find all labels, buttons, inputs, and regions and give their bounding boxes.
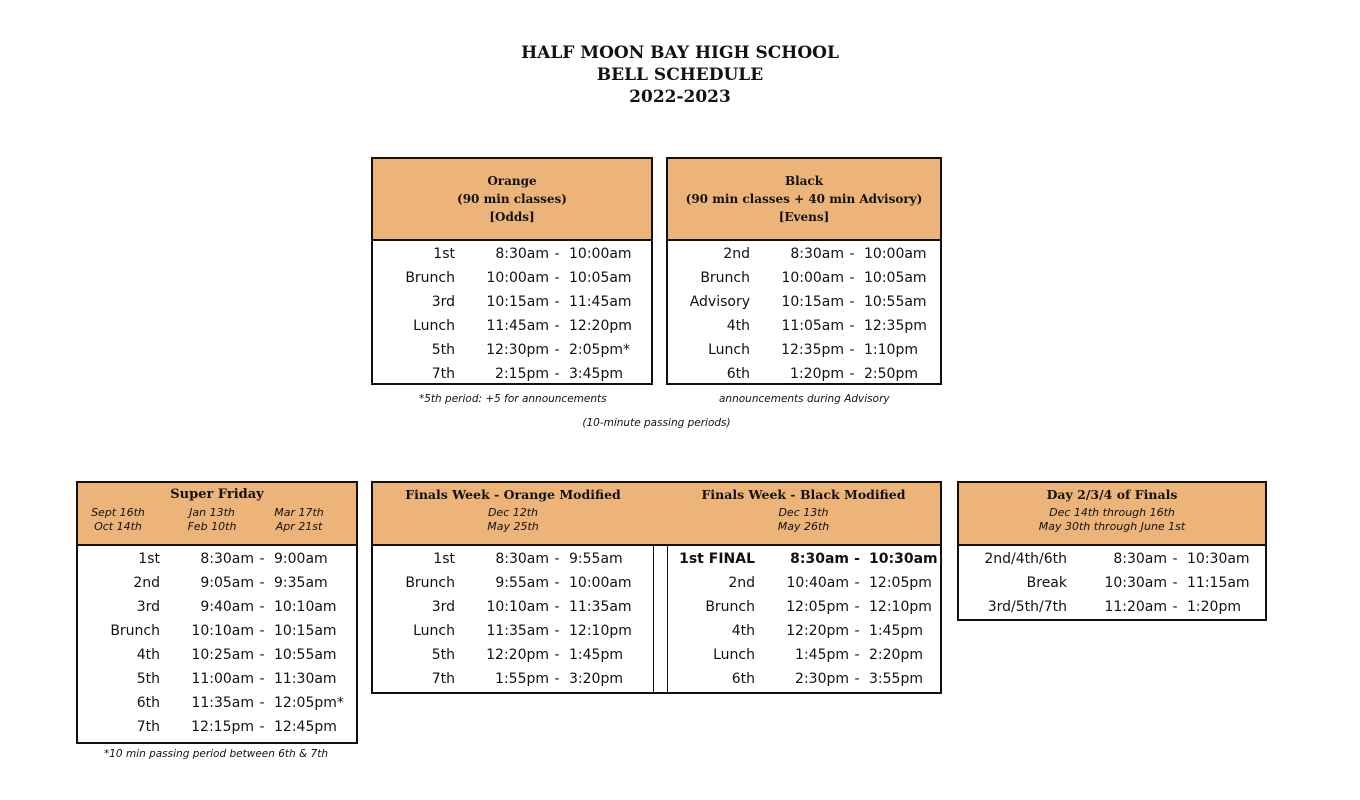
sf-date-2a: Jan 13th — [189, 506, 235, 519]
row-label: 4th — [731, 623, 755, 639]
row-label: 3rd — [431, 294, 455, 310]
table-row — [667, 547, 940, 571]
school-name: HALF MOON BAY HIGH SCHOOL — [521, 43, 839, 63]
table-row — [959, 595, 1265, 619]
row-separator: - — [554, 599, 560, 615]
orange-header-desc: (90 min classes) — [457, 192, 567, 206]
row-end-time: 10:10am — [274, 599, 337, 615]
row-label: 5th — [431, 647, 455, 663]
row-label: 7th — [136, 719, 160, 735]
row-start-time: 8:30am — [495, 551, 549, 567]
finals-black-section — [667, 483, 940, 691]
finals-black-date-1: Dec 13th — [778, 506, 829, 519]
row-start-time: 9:05am — [200, 575, 254, 591]
row-start-time: 12:05pm — [786, 599, 849, 615]
row-start-time: 10:00am — [486, 270, 549, 286]
schedule-subtitle: BELL SCHEDULE — [596, 65, 764, 85]
table-row — [668, 314, 940, 338]
table-row — [667, 571, 940, 595]
table-row — [78, 571, 356, 595]
row-start-time: 10:10am — [486, 599, 549, 615]
row-start-time: 10:30am — [1104, 575, 1167, 591]
table-row — [668, 362, 940, 386]
row-separator: - — [849, 342, 855, 358]
row-label: 3rd — [136, 599, 160, 615]
black-header-desc: (90 min classes + 40 min Advisory) — [685, 192, 923, 206]
table-row — [373, 643, 653, 667]
row-label: Break — [1026, 575, 1067, 591]
row-end-time: 11:35am — [569, 599, 632, 615]
row-start-time: 10:00am — [781, 270, 844, 286]
row-label: Brunch — [110, 623, 160, 639]
table-row — [373, 667, 653, 691]
finals-gap-fill — [653, 483, 667, 546]
row-end-time: 12:05pm* — [274, 695, 344, 711]
table-row — [78, 667, 356, 691]
row-separator: - — [854, 551, 860, 567]
row-separator: - — [1172, 599, 1178, 615]
table-row — [373, 242, 651, 266]
row-separator: - — [554, 294, 560, 310]
row-end-time: 1:20pm — [1187, 599, 1241, 615]
school-year: 2022-2023 — [629, 87, 731, 107]
finals-orange-rows — [373, 546, 653, 691]
table-row — [668, 266, 940, 290]
table-row — [78, 715, 356, 739]
row-label: 5th — [431, 342, 455, 358]
row-label: 1st — [433, 551, 455, 567]
row-end-time: 10:30am — [1187, 551, 1250, 567]
black-header — [668, 159, 940, 241]
finals-black-date-2: May 26th — [777, 520, 830, 533]
row-label: Brunch — [405, 575, 455, 591]
row-separator: - — [554, 246, 560, 262]
row-end-time: 12:20pm — [569, 318, 632, 334]
row-separator: - — [259, 551, 265, 567]
row-start-time: 8:30am — [790, 551, 849, 567]
row-label: 6th — [731, 671, 755, 687]
row-separator: - — [849, 366, 855, 382]
page-title — [0, 42, 1360, 108]
row-start-time: 12:30pm — [486, 342, 549, 358]
table-row — [959, 571, 1265, 595]
row-start-time: 11:35am — [191, 695, 254, 711]
table-row — [373, 547, 653, 571]
row-end-time: 12:10pm — [869, 599, 932, 615]
row-label: 7th — [431, 366, 455, 382]
black-header-title: Black — [784, 174, 824, 188]
row-start-time: 8:30am — [200, 551, 254, 567]
row-label: Lunch — [708, 342, 750, 358]
table-row — [668, 242, 940, 266]
sf-date-1a: Sept 16th — [91, 506, 145, 519]
row-start-time: 10:15am — [486, 294, 549, 310]
table-row — [78, 547, 356, 571]
orange-schedule-table — [371, 157, 653, 385]
row-start-time: 11:00am — [191, 671, 254, 687]
row-separator: - — [259, 575, 265, 591]
row-end-time: 10:30am — [869, 551, 938, 567]
row-label: 5th — [136, 671, 160, 687]
row-separator: - — [259, 719, 265, 735]
table-row — [667, 619, 940, 643]
orange-header-title: Orange — [487, 174, 537, 188]
finals-orange-title: Finals Week - Orange Modified — [405, 487, 621, 502]
row-label: 2nd — [723, 246, 750, 262]
orange-header — [373, 159, 651, 241]
row-separator: - — [259, 599, 265, 615]
row-end-time: 10:00am — [569, 246, 632, 262]
row-end-time: 10:15am — [274, 623, 337, 639]
table-row — [78, 619, 356, 643]
super-friday-dates — [78, 504, 356, 538]
row-end-time: 1:10pm — [864, 342, 918, 358]
row-start-time: 1:20pm — [790, 366, 844, 382]
row-start-time: 10:15am — [781, 294, 844, 310]
sf-date-1b: Oct 14th — [94, 520, 142, 533]
row-label: 1st — [433, 246, 455, 262]
table-row — [78, 691, 356, 715]
row-end-time: 11:30am — [274, 671, 337, 687]
row-start-time: 2:15pm — [495, 366, 549, 382]
row-label: Advisory — [689, 294, 750, 310]
row-end-time: 9:00am — [274, 551, 328, 567]
super-friday-note: *10 min passing period between 6th & 7th — [104, 748, 328, 760]
finals-black-rows — [667, 546, 940, 691]
row-end-time: 12:10pm — [569, 623, 632, 639]
row-separator: - — [554, 318, 560, 334]
row-separator: - — [259, 695, 265, 711]
row-separator: - — [849, 270, 855, 286]
row-end-time: 9:55am — [569, 551, 623, 567]
finals-orange-date-2: May 25th — [487, 520, 539, 533]
row-separator: - — [849, 294, 855, 310]
table-row — [78, 595, 356, 619]
row-end-time: 9:35am — [274, 575, 328, 591]
row-start-time: 11:45am — [486, 318, 549, 334]
orange-note: *5th period: +5 for announcements — [419, 393, 607, 405]
row-separator: - — [554, 342, 560, 358]
row-label: 7th — [431, 671, 455, 687]
row-start-time: 2:30pm — [795, 671, 849, 687]
row-end-time: 2:50pm — [864, 366, 918, 382]
row-label: 4th — [726, 318, 750, 334]
orange-header-days: [Odds] — [489, 210, 535, 224]
row-start-time: 10:25am — [191, 647, 254, 663]
row-separator: - — [259, 647, 265, 663]
table-row — [373, 266, 651, 290]
finals-black-header — [667, 483, 940, 546]
table-row — [373, 619, 653, 643]
row-end-time: 10:55am — [864, 294, 927, 310]
row-end-time: 1:45pm — [869, 623, 923, 639]
row-separator: - — [854, 647, 860, 663]
table-row — [959, 547, 1265, 571]
row-end-time: 2:05pm* — [569, 342, 630, 358]
day234-finals-table — [957, 481, 1267, 621]
row-start-time: 12:20pm — [786, 623, 849, 639]
row-end-time: 1:45pm — [569, 647, 623, 663]
row-label: 2nd — [133, 575, 160, 591]
row-separator: - — [854, 599, 860, 615]
row-end-time: 3:45pm — [569, 366, 623, 382]
table-row — [667, 595, 940, 619]
row-label: Brunch — [705, 599, 755, 615]
row-start-time: 11:05am — [781, 318, 844, 334]
super-friday-header — [78, 483, 356, 546]
row-end-time: 10:00am — [569, 575, 632, 591]
day234-date-2: May 30th through June 1st — [1038, 520, 1186, 533]
row-separator: - — [554, 647, 560, 663]
table-row — [668, 290, 940, 314]
table-row — [373, 571, 653, 595]
row-start-time: 12:15pm — [191, 719, 254, 735]
row-label: Lunch — [413, 623, 455, 639]
row-start-time: 8:30am — [495, 246, 549, 262]
black-rows — [668, 241, 940, 386]
row-start-time: 1:55pm — [495, 671, 549, 687]
table-row — [373, 362, 651, 386]
table-row — [667, 667, 940, 691]
row-start-time: 11:20am — [1104, 599, 1167, 615]
table-row — [78, 643, 356, 667]
row-end-time: 10:00am — [864, 246, 927, 262]
row-end-time: 11:15am — [1187, 575, 1250, 591]
row-label: 1st FINAL — [679, 551, 755, 567]
row-label: 6th — [726, 366, 750, 382]
row-start-time: 1:45pm — [795, 647, 849, 663]
table-row — [667, 643, 940, 667]
row-separator: - — [849, 246, 855, 262]
sf-date-3a: Mar 17th — [274, 506, 324, 519]
day234-rows — [959, 546, 1265, 619]
row-start-time: 8:30am — [790, 246, 844, 262]
row-start-time: 8:30am — [1113, 551, 1167, 567]
row-start-time: 10:40am — [786, 575, 849, 591]
row-separator: - — [1172, 575, 1178, 591]
row-end-time: 3:55pm — [869, 671, 923, 687]
row-separator: - — [854, 575, 860, 591]
row-start-time: 11:35am — [486, 623, 549, 639]
row-end-time: 10:05am — [569, 270, 632, 286]
black-schedule-table — [666, 157, 942, 385]
row-separator: - — [259, 671, 265, 687]
day234-title: Day 2/3/4 of Finals — [1046, 487, 1178, 502]
row-end-time: 10:05am — [864, 270, 927, 286]
finals-week-table — [371, 481, 942, 694]
super-friday-table — [76, 481, 358, 744]
table-row — [373, 338, 651, 362]
table-row — [373, 595, 653, 619]
row-end-time: 12:35pm — [864, 318, 927, 334]
row-label: Lunch — [413, 318, 455, 334]
row-label: Brunch — [405, 270, 455, 286]
row-separator: - — [849, 318, 855, 334]
row-start-time: 12:35pm — [781, 342, 844, 358]
finals-orange-date-1: Dec 12th — [487, 506, 539, 519]
row-end-time: 12:05pm — [869, 575, 932, 591]
row-separator: - — [554, 270, 560, 286]
table-row — [668, 338, 940, 362]
finals-orange-section — [373, 483, 653, 691]
row-label: 1st — [138, 551, 160, 567]
sf-date-3b: Apr 21st — [275, 520, 323, 533]
row-start-time: 10:10am — [191, 623, 254, 639]
row-end-time: 12:45pm — [274, 719, 337, 735]
row-separator: - — [554, 671, 560, 687]
row-label: 4th — [136, 647, 160, 663]
black-note: announcements during Advisory — [719, 393, 890, 405]
sf-date-2b: Feb 10th — [187, 520, 237, 533]
row-label: Brunch — [700, 270, 750, 286]
row-start-time: 12:20pm — [486, 647, 549, 663]
row-separator: - — [854, 623, 860, 639]
row-separator: - — [554, 551, 560, 567]
day234-date-1: Dec 14th through 16th — [1049, 506, 1175, 519]
row-separator: - — [854, 671, 860, 687]
row-end-time: 2:20pm — [869, 647, 923, 663]
finals-orange-header — [373, 483, 653, 546]
super-friday-title: Super Friday — [170, 487, 264, 502]
row-separator: - — [554, 575, 560, 591]
super-friday-rows — [78, 546, 356, 739]
row-end-time: 3:20pm — [569, 671, 623, 687]
row-separator: - — [554, 366, 560, 382]
row-label: 3rd — [431, 599, 455, 615]
row-start-time: 9:40am — [200, 599, 254, 615]
finals-black-title: Finals Week - Black Modified — [701, 487, 906, 502]
row-label: 2nd — [728, 575, 755, 591]
row-start-time: 9:55am — [495, 575, 549, 591]
row-label: 6th — [136, 695, 160, 711]
row-end-time: 11:45am — [569, 294, 632, 310]
orange-rows — [373, 241, 651, 386]
row-separator: - — [1172, 551, 1178, 567]
passing-period-note: (10-minute passing periods) — [582, 417, 731, 429]
row-label: Lunch — [713, 647, 755, 663]
black-header-days: [Evens] — [778, 210, 830, 224]
row-end-time: 10:55am — [274, 647, 337, 663]
table-row — [373, 290, 651, 314]
row-separator: - — [554, 623, 560, 639]
table-row — [373, 314, 651, 338]
row-label: 2nd/4th/6th — [984, 551, 1067, 567]
row-label: 3rd/5th/7th — [987, 599, 1067, 615]
row-separator: - — [259, 623, 265, 639]
day234-header — [959, 483, 1265, 546]
